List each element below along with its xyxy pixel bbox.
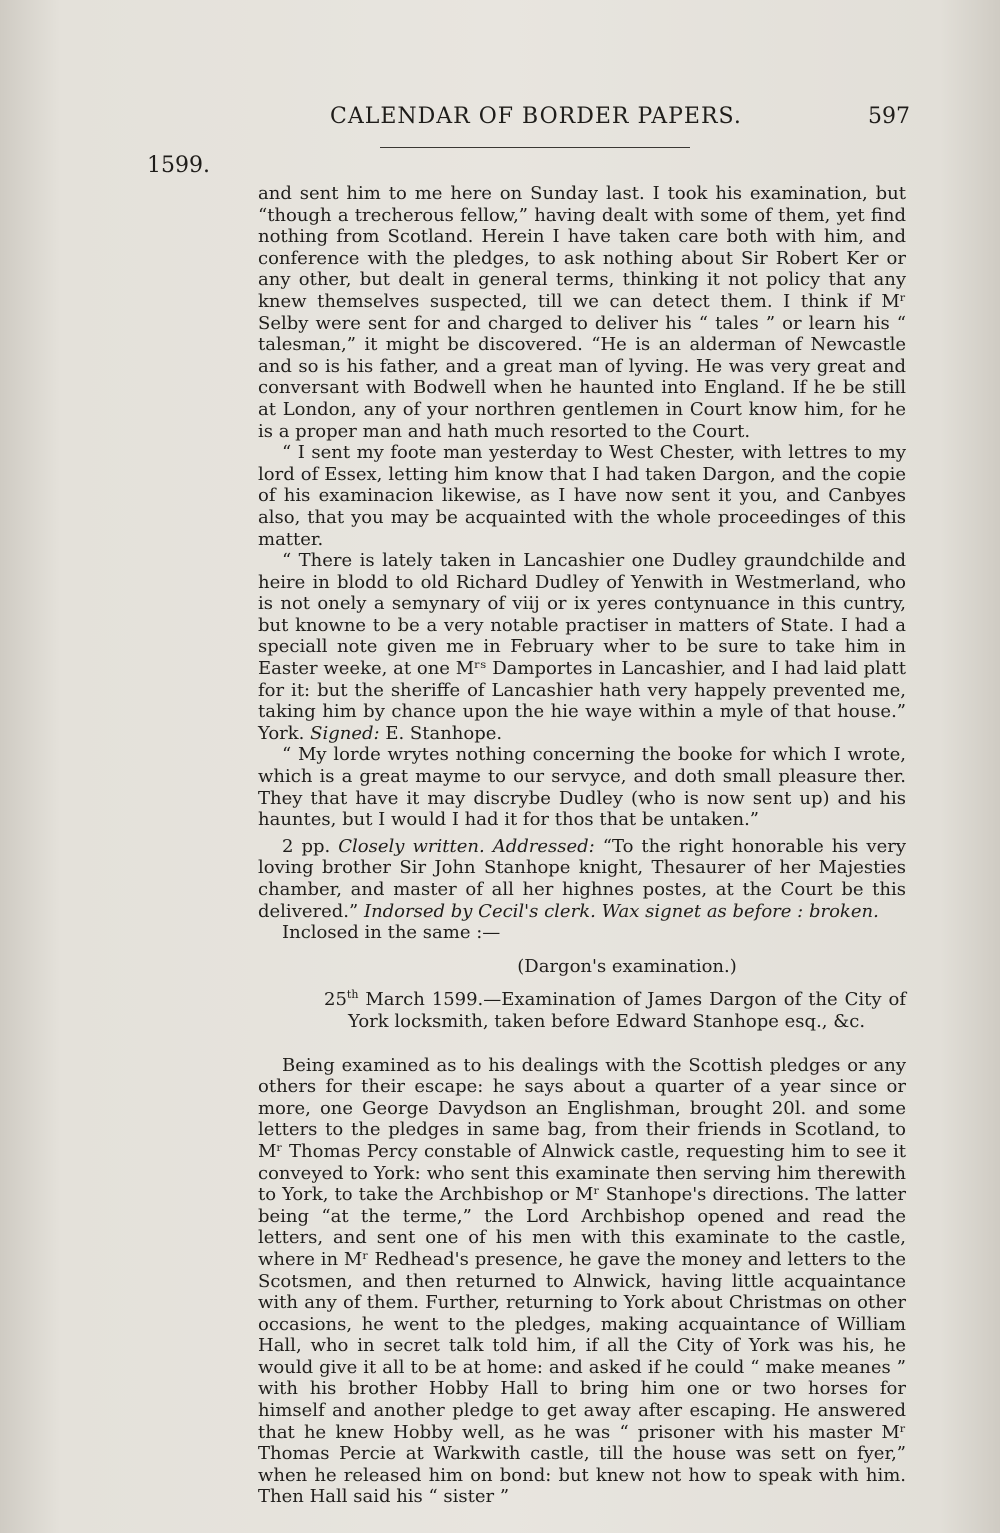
signed-label: Signed: bbox=[310, 722, 380, 744]
year-marker: 1599. bbox=[147, 153, 210, 178]
body-text bbox=[258, 183, 906, 1508]
inclosed-line: Inclosed in the same :— bbox=[282, 922, 501, 944]
exam-heading-rest: March 1599.—Examination of James Dargon of the City of York locksmith, taken before Edward Stanhope esq., &c. bbox=[348, 989, 906, 1032]
paragraph-4: “ My lorde wrytes nothing concerning the booke for which I wrote, which is a great mayme to our servyce, and doth small pleasure ther. They that have it may discrybe Dudley (who is now sent up) and his hauntes, but I would I had it for thos that be untaken.” bbox=[258, 744, 906, 831]
running-title: CALENDAR OF BORDER PAPERS. bbox=[330, 104, 742, 129]
note-pages: 2 pp. bbox=[282, 835, 331, 857]
note-addressed-label: Addressed: bbox=[492, 835, 595, 857]
exam-title: (Dargon's examination.) bbox=[517, 955, 737, 977]
note-indorsed: Indorsed by Cecil's clerk. bbox=[363, 900, 596, 922]
signer-name: E. Stanhope. bbox=[385, 722, 503, 744]
exam-heading-day: 25 bbox=[324, 989, 347, 1011]
paragraph-3 bbox=[258, 550, 906, 744]
page-header bbox=[0, 100, 1000, 140]
note-address: “To the right honorable his very loving brother Sir John Stanhope knight, Thesaurer of her Majesties chamber, and master of all her highnes postes, at the Court be this delivered.” bbox=[258, 835, 906, 922]
exam-heading-sup: th bbox=[346, 988, 359, 1002]
editorial-note bbox=[258, 836, 906, 922]
paragraph-3-text: “ There is lately taken in Lancashier one Dudley graundchilde and heire in blodd to old Richard Dudley of Yenwith in Westmerland, who is not onely a semynary of viij or ix yeres contynuance in this cuntry, but knowne to be a very notable practiser in matters of State. I had a speciall note given me in February wher to be sure to take him in Easter weeke, at one Mʳˢ Damportes in Lancashier, and I had laid platt for it: but the sheriffe of Lancashier hath very happely prevented me, taking him by chance upon the hie waye within a myle of that house.” York. bbox=[258, 550, 906, 744]
paragraph-2: “ I sent my foote man yesterday to West Chester, with lettres to my lord of Essex, letting him know that I had taken Dargon, and the copie of his examinacion likewise, as I have now sent it you, and Canbyes also, that you may be acquainted with the whole proceedinges of this matter. bbox=[258, 442, 906, 550]
page-number: 597 bbox=[868, 104, 910, 129]
exam-heading bbox=[258, 989, 906, 1032]
header-rule bbox=[380, 147, 690, 148]
exam-body: Being examined as to his dealings with the Scottish pledges or any others for their escape: he says about a quarter of a year since or more, one George Davydson an Englishman, brought 20l. and some letters to the pledges in same bag, from their friends in Scotland, to Mʳ Thomas Percy constable of Alnwick castle, requesting him to see it conveyed to York: who sent this examinate then serving him therewith to York, to take the Archbishop or Mʳ Stanhope's directions. The latter being “at the terme,” the Lord Archbishop opened and read the letters, and sent one of his men with this examinate to the castle, where in Mʳ Redhead's presence, he gave the money and letters to the Scotsmen, and then returned to Alnwick, having little acquaintance with any of them. Further, returning to York about Christmas on other occasions, he went to the pledges, making acquaintance of William Hall, who in secret talk told him, if all the City of York was his, he would give it all to be at home: and asked if he could “ make meanes ” with his brother Hobby Hall to bring him one or two horses for himself and another pledge to get away after escaping. He answered that he knew Hobby well, as he was “ prisoner with his master Mʳ Thomas Percie at Warkwith castle, till the house was sett on fyer,” when he released him on bond: but knew not how to speak with him. Then Hall said his “ sister ” bbox=[258, 1054, 906, 1508]
note-wax-signet: Wax signet as before : broken. bbox=[601, 900, 879, 922]
note-closely-written: Closely written. bbox=[338, 835, 485, 857]
paragraph-1: and sent him to me here on Sunday last. I took his examination, but “though a trecherous fellow,” having dealt with some of them, yet find nothing from Scotland. Herein I have taken care both with him, and conference with the pledges, to ask nothing about Sir Robert Ker or any other, but dealt in general terms, thinking it not policy that any knew themselves suspected, till we can detect them. I think if Mʳ Selby were sent for and charged to deliver his “ tales ” or learn his “ talesman,” it might be discovered. “He is an alderman of Newcastle and so is his father, and a great man of lyving. He was very great and conversant with Bodwell when he haunted into England. If he be still at London, any of your northren gentlemen in Court know him, for he is a proper man and hath much resorted to the Court. bbox=[258, 183, 906, 442]
